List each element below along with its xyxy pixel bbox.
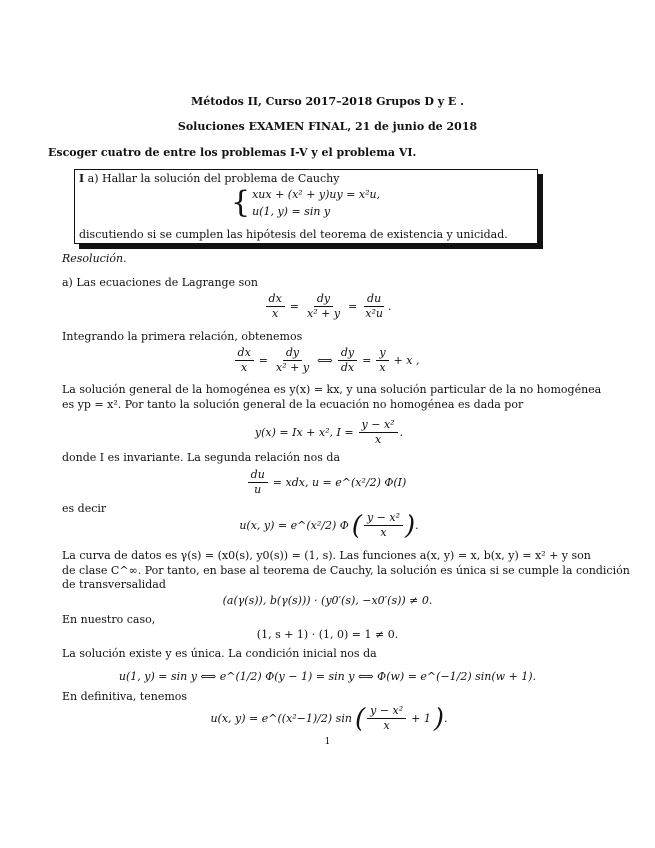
cauchy-system: { xux + (x² + y)uy = x²u, u(1, y) = sin y [231, 185, 381, 220]
problem-closing: discutiendo si se cumplen las hipótesis del teorema de existencia y unicidad. [79, 228, 508, 241]
doc-subtitle: Soluciones EXAMEN FINAL, 21 de junio de 2018 [177, 120, 478, 133]
paragraph-integrating: Integrando la primera relación, obtenemos [62, 330, 303, 343]
paragraph-data-curve-1: La curva de datos es γ(s) = (x0(s), y0(s)) = (1, s). Las funciones a(x, y) = x, b(x, y) = x² + y son [62, 549, 591, 562]
first-relation: $\frac{dx}{x}$ = $\frac{dy}{\text{x² + y}}$ ⟺ $\frac{dy}{dx}$ = $\frac{y}{x}$ + x , [0, 346, 655, 375]
initial-condition: u(1, y) = sin y ⟺ e^(1/2) Φ(y − 1) = sin y ⟺ Φ(w) = e^(−1/2) sin(w + 1). [118, 670, 537, 683]
system-eq1: xux + (x² + y)uy = x²u, [252, 188, 381, 201]
problem-box [74, 169, 538, 244]
case-check: (1, s + 1) · (1, 0) = 1 ≠ 0. [256, 628, 399, 641]
general-solution: y(x) = Ix + x², I = $\frac{\text{y − x²}}{x}$ . [254, 418, 404, 446]
paragraph-definitive: En definitiva, tenemos [62, 690, 188, 703]
paragraph-data-curve-2: de clase C^∞. Por tanto, en base al teorema de Cauchy, la solución es única si se cumple la condición [62, 564, 630, 577]
u-solution: u(x, y) = e^(x²/2) Φ ( $\frac{\text{y − x²}}{x}$ ) . [239, 510, 419, 541]
second-relation: $\frac{du}{u}$ = xdx, u = e^(x²/2) Φ(I) [0, 468, 655, 497]
instruction: Escoger cuatro de entre los problemas I-V y el problema VI. [48, 146, 417, 159]
paragraph-es-decir: es decir [62, 502, 107, 515]
transversality-condition: (a(γ(s)), b(γ(s))) · (y0′(s), −x0′(s)) ≠ 0. [222, 594, 433, 607]
problem-intro: a) Hallar la solución del problema de Cauchy [87, 172, 340, 185]
paragraph-initial: La solución existe y es única. La condición inicial nos da [62, 647, 377, 660]
problem-intro-line [79, 172, 339, 185]
paragraph-lagrange: a) Las ecuaciones de Lagrange son [62, 276, 258, 289]
paragraph-general-1: La solución general de la homogénea es y(x) = kx, y una solución particular de la no homogénea [62, 383, 602, 396]
paragraph-our-case: En nuestro caso, [62, 613, 156, 626]
system-eq2: u(1, y) = sin y [252, 205, 331, 218]
paragraph-invariant: donde I es invariante. La segunda relación nos da [62, 451, 341, 464]
page-number: 1 [324, 737, 331, 747]
paragraph-general-2: es yp = x². Por tanto la solución general de la ecuación no homogénea es dada por [62, 398, 524, 411]
doc-title: Métodos II, Curso 2017–2018 Grupos D y E . [191, 95, 464, 108]
resolution-heading: Resolución. [62, 252, 127, 265]
lagrange-equations: $\frac{dx}{x}$ = $\frac{dy}{\text{x² + y}}$ = $\frac{du}{\text{x²u}}$ . [0, 292, 655, 321]
problem-label: I [79, 172, 85, 185]
final-solution: u(x, y) = e^((x²−1)/2) sin ( $\frac{\text{y − x²}}{x}$ + 1 ) . [210, 703, 448, 734]
paragraph-data-curve-3: de transversalidad [62, 578, 166, 591]
